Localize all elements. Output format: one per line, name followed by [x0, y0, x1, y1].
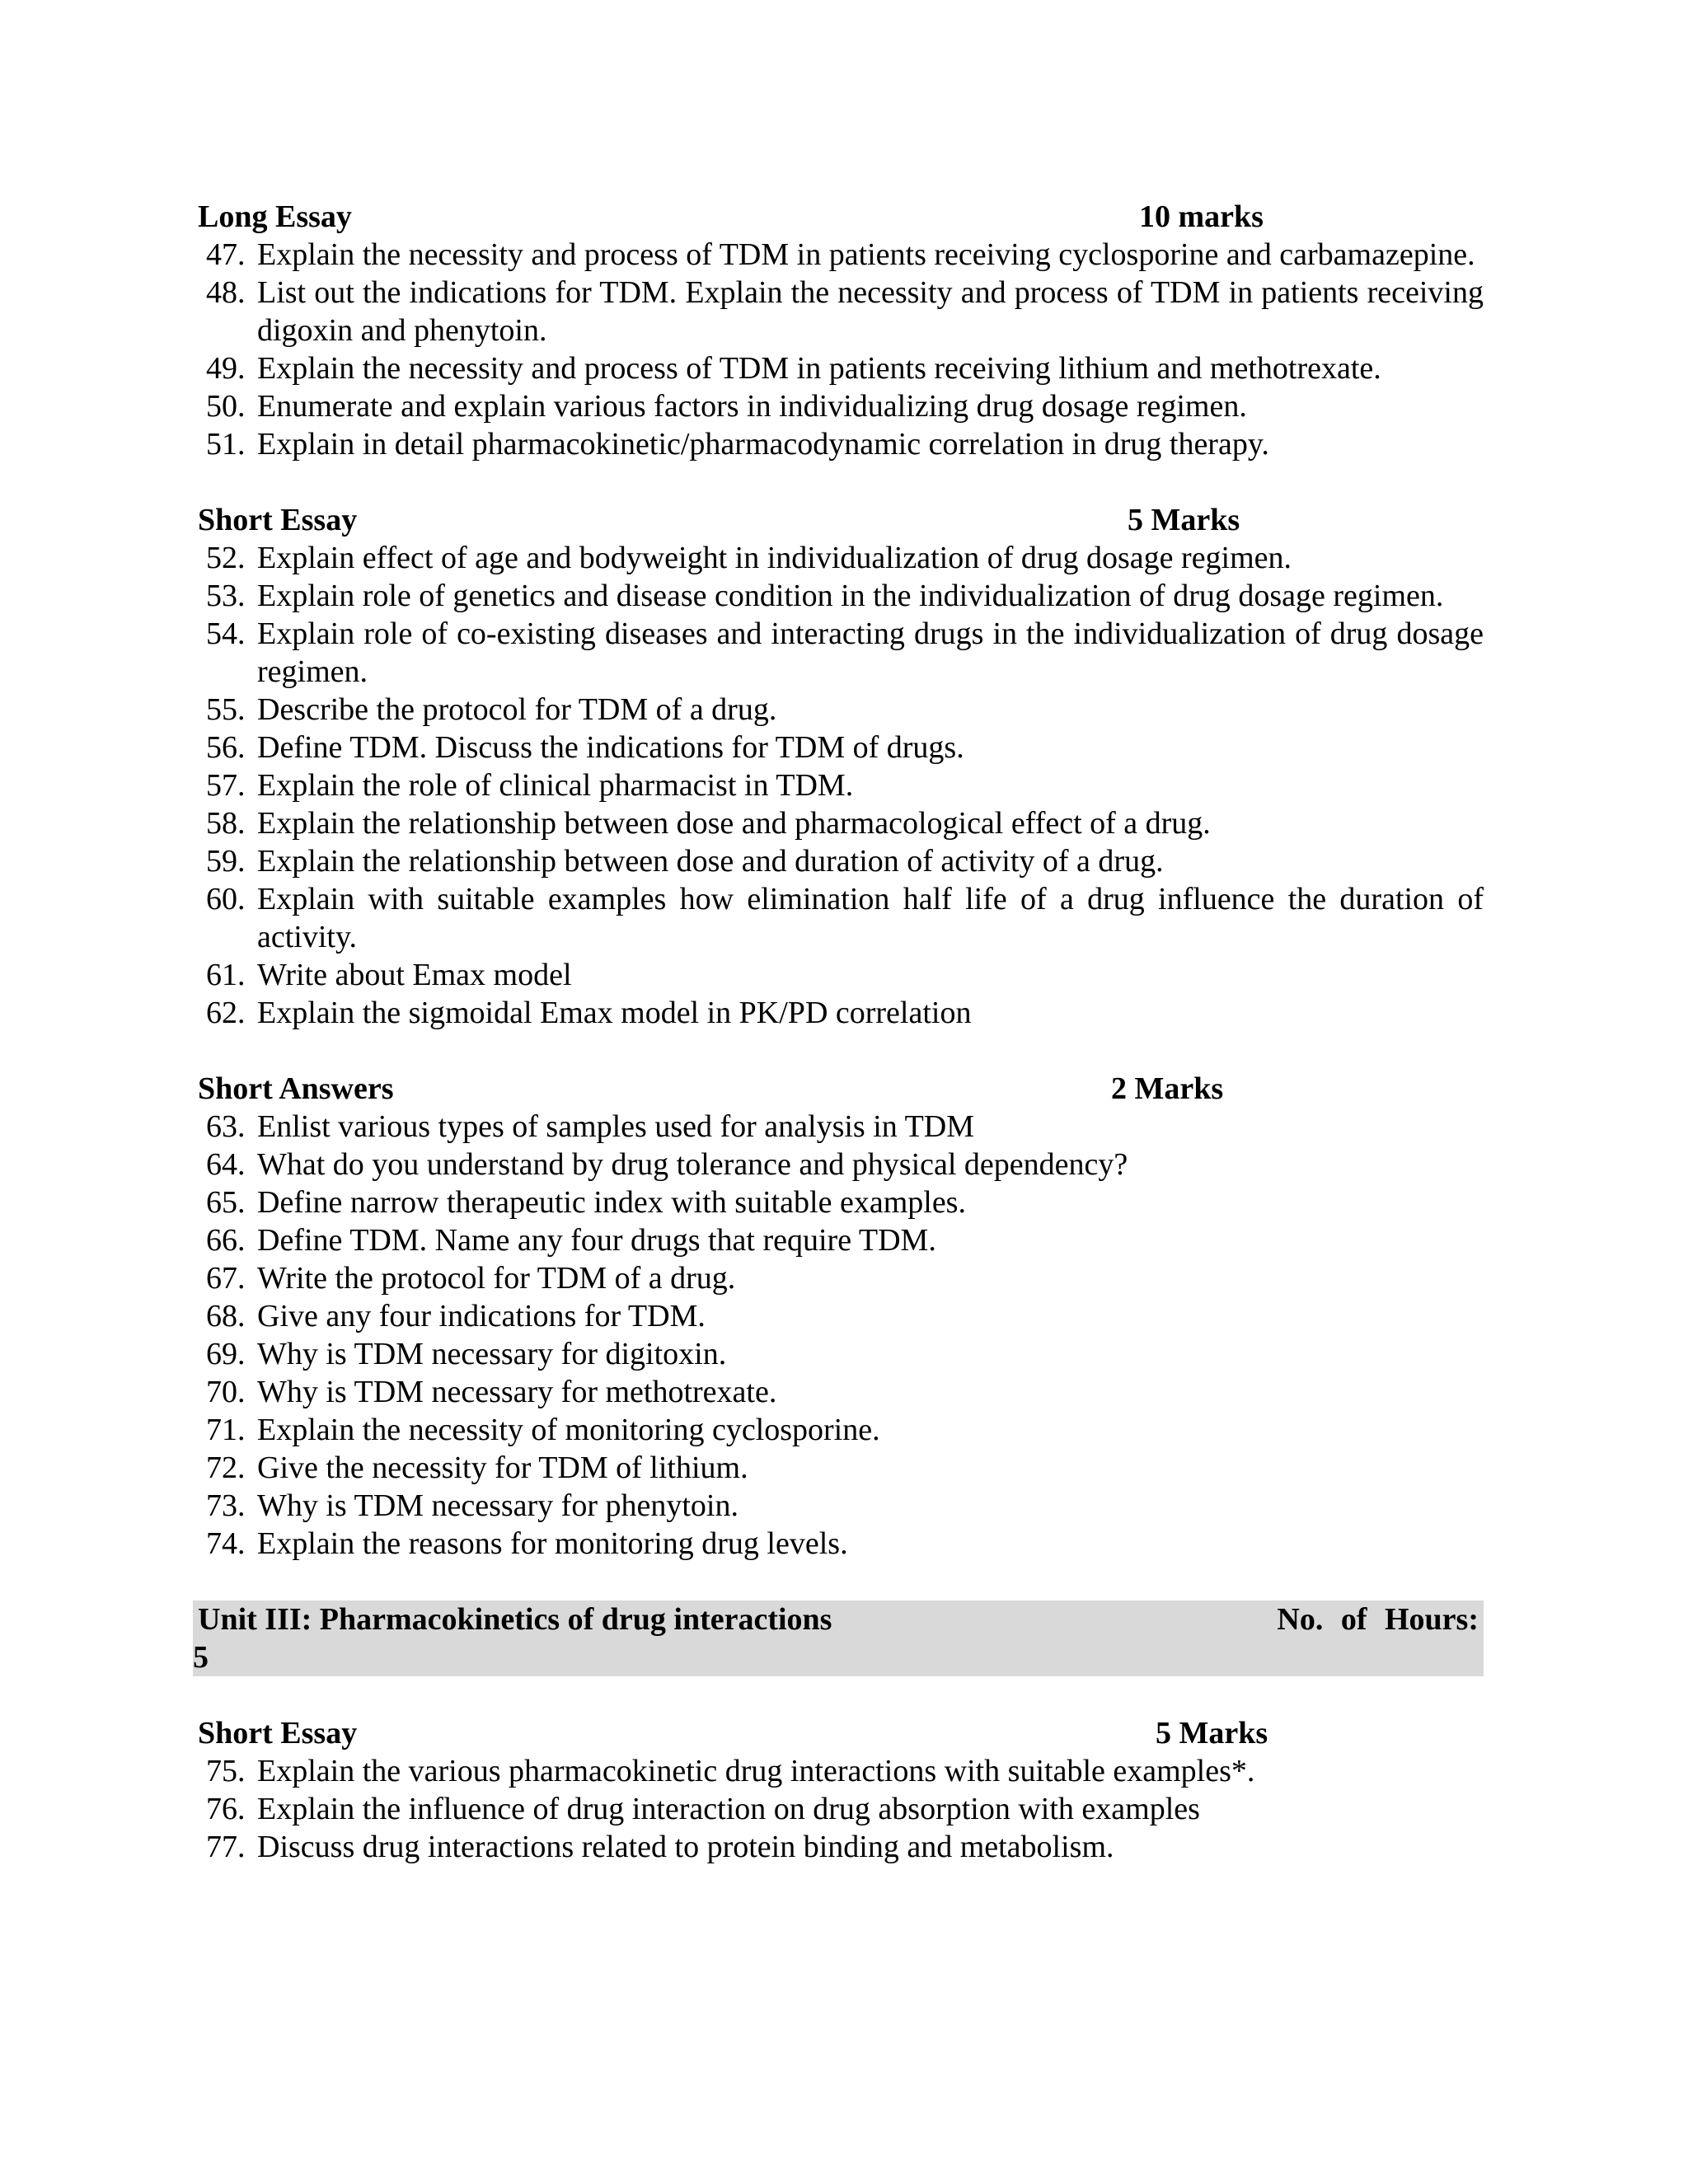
question-number: 51.	[206, 427, 246, 462]
question-item	[198, 1183, 1484, 1221]
section-title: Short Essay	[198, 503, 358, 537]
unit-header-bar	[193, 1601, 1484, 1676]
question-item	[198, 425, 1484, 463]
question-number: 49.	[206, 351, 246, 386]
question-item	[198, 1221, 1484, 1259]
question-text: Write about Emax model	[257, 958, 572, 992]
question-text: Explain with suitable examples how elimination half life of a drug influence the duration of activity.	[257, 882, 1484, 954]
section-short-answers	[198, 1070, 1484, 1563]
question-number: 59.	[206, 844, 246, 879]
question-list	[198, 236, 1484, 463]
question-number: 67.	[206, 1261, 246, 1296]
question-text: What do you understand by drug tolerance and physical dependency?	[257, 1147, 1128, 1182]
question-number: 72.	[206, 1451, 246, 1485]
question-text: Why is TDM necessary for methotrexate.	[257, 1375, 777, 1409]
question-text: Describe the protocol for TDM of a drug.	[257, 692, 777, 727]
question-text: Define narrow therapeutic index with suitable examples.	[257, 1185, 966, 1220]
question-text: Give the necessity for TDM of lithium.	[257, 1451, 748, 1485]
question-text: Explain the necessity and process of TDM in patients receiving cyclosporine and carbamazepine.	[257, 237, 1475, 272]
question-number: 57.	[206, 768, 246, 803]
section-header	[198, 501, 1484, 539]
question-item	[198, 1335, 1484, 1373]
question-item	[198, 691, 1484, 729]
question-item	[198, 766, 1484, 804]
question-item	[198, 1790, 1484, 1828]
question-text: Explain the various pharmacokinetic drug interactions with suitable examples*.	[257, 1754, 1255, 1788]
question-number: 48.	[206, 275, 246, 310]
question-number: 69.	[206, 1337, 246, 1371]
unit-title: Unit III: Pharmacokinetics of drug interactions	[198, 1602, 832, 1637]
question-text: Why is TDM necessary for digitoxin.	[257, 1337, 727, 1371]
question-list	[198, 539, 1484, 1032]
question-text: Explain the reasons for monitoring drug levels.	[257, 1526, 848, 1561]
question-list	[198, 1108, 1484, 1563]
question-number: 54.	[206, 616, 246, 651]
section-header	[198, 198, 1484, 236]
question-text: Explain the role of clinical pharmacist in TDM.	[257, 768, 854, 803]
question-number: 71.	[206, 1413, 246, 1447]
section-title: Long Essay	[198, 199, 352, 234]
question-text: Discuss drug interactions related to protein binding and metabolism.	[257, 1830, 1114, 1864]
question-list	[198, 1752, 1484, 1866]
question-item	[198, 387, 1484, 425]
question-text: Enlist various types of samples used for analysis in TDM	[257, 1109, 975, 1144]
question-item	[198, 236, 1484, 274]
question-item	[198, 1259, 1484, 1297]
question-text: Explain role of co-existing diseases and interacting drugs in the individualization of drug dosage regimen.	[257, 616, 1484, 689]
question-number: 76.	[206, 1792, 246, 1826]
question-item	[198, 615, 1484, 691]
question-number: 77.	[206, 1830, 246, 1864]
question-item	[198, 1297, 1484, 1335]
question-item	[198, 956, 1484, 994]
question-item	[198, 1411, 1484, 1449]
section-marks: 10 marks	[1139, 199, 1264, 234]
question-text: Write the protocol for TDM of a drug.	[257, 1261, 736, 1296]
question-item	[198, 349, 1484, 387]
section-marks: 5 Marks	[1128, 503, 1240, 537]
question-number: 63.	[206, 1109, 246, 1144]
question-text: Explain the relationship between dose and pharmacological effect of a drug.	[257, 806, 1211, 841]
section-header	[198, 1714, 1484, 1752]
question-number: 50.	[206, 389, 246, 424]
question-text: Explain role of genetics and disease condition in the individualization of drug dosage regimen.	[257, 579, 1444, 613]
question-text: Why is TDM necessary for phenytoin.	[257, 1488, 738, 1523]
question-text: Define TDM. Name any four drugs that require TDM.	[257, 1223, 936, 1258]
question-text: List out the indications for TDM. Explain the necessity and process of TDM in patients receiving digoxin and phenytoin.	[257, 275, 1484, 348]
question-number: 64.	[206, 1147, 246, 1182]
section-marks: 5 Marks	[1156, 1716, 1268, 1750]
question-number: 58.	[206, 806, 246, 841]
question-number: 74.	[206, 1526, 246, 1561]
question-text: Explain in detail pharmacokinetic/pharmacodynamic correlation in drug therapy.	[257, 427, 1269, 462]
question-number: 70.	[206, 1375, 246, 1409]
question-text: Enumerate and explain various factors in individualizing drug dosage regimen.	[257, 389, 1247, 424]
question-item	[198, 880, 1484, 956]
document-page	[193, 198, 1484, 1866]
unit-hours-label: No. of Hours:	[1277, 1602, 1479, 1637]
question-item	[198, 804, 1484, 842]
question-text: Explain the relationship between dose and duration of activity of a drug.	[257, 844, 1164, 879]
question-item	[198, 729, 1484, 766]
question-item	[198, 1828, 1484, 1866]
question-number: 66.	[206, 1223, 246, 1258]
question-text: Define TDM. Discuss the indications for TDM of drugs.	[257, 730, 964, 765]
question-number: 60.	[206, 882, 246, 916]
question-number: 52.	[206, 541, 246, 575]
question-item	[198, 1525, 1484, 1563]
section-long-essay	[198, 198, 1484, 463]
section-unit-short-essay	[198, 1714, 1484, 1866]
question-item	[198, 577, 1484, 615]
question-number: 55.	[206, 692, 246, 727]
section-header	[198, 1070, 1484, 1108]
question-item	[198, 1487, 1484, 1525]
question-number: 65.	[206, 1185, 246, 1220]
question-number: 61.	[206, 958, 246, 992]
unit-hours-value: 5	[193, 1640, 209, 1675]
question-number: 75.	[206, 1754, 246, 1788]
question-number: 53.	[206, 579, 246, 613]
question-item	[198, 1146, 1484, 1183]
question-text: Explain the necessity of monitoring cyclosporine.	[257, 1413, 880, 1447]
question-item	[198, 842, 1484, 880]
question-item	[198, 1752, 1484, 1790]
question-item	[198, 1373, 1484, 1411]
question-item	[198, 1449, 1484, 1487]
section-title: Short Essay	[198, 1716, 358, 1750]
question-text: Explain effect of age and bodyweight in individualization of drug dosage regimen.	[257, 541, 1292, 575]
question-text: Explain the influence of drug interaction on drug absorption with examples	[257, 1792, 1200, 1826]
question-number: 47.	[206, 237, 246, 272]
question-number: 73.	[206, 1488, 246, 1523]
question-item	[198, 539, 1484, 577]
section-short-essay	[198, 501, 1484, 1032]
question-item	[198, 274, 1484, 349]
section-marks: 2 Marks	[1111, 1071, 1224, 1106]
question-text: Explain the necessity and process of TDM in patients receiving lithium and methotrexate.	[257, 351, 1381, 386]
question-item	[198, 1108, 1484, 1146]
question-number: 68.	[206, 1299, 246, 1333]
section-title: Short Answers	[198, 1071, 394, 1106]
question-item	[198, 994, 1484, 1032]
question-text: Explain the sigmoidal Emax model in PK/PD correlation	[257, 996, 972, 1030]
question-number: 62.	[206, 996, 246, 1030]
question-text: Give any four indications for TDM.	[257, 1299, 706, 1333]
question-number: 56.	[206, 730, 246, 765]
